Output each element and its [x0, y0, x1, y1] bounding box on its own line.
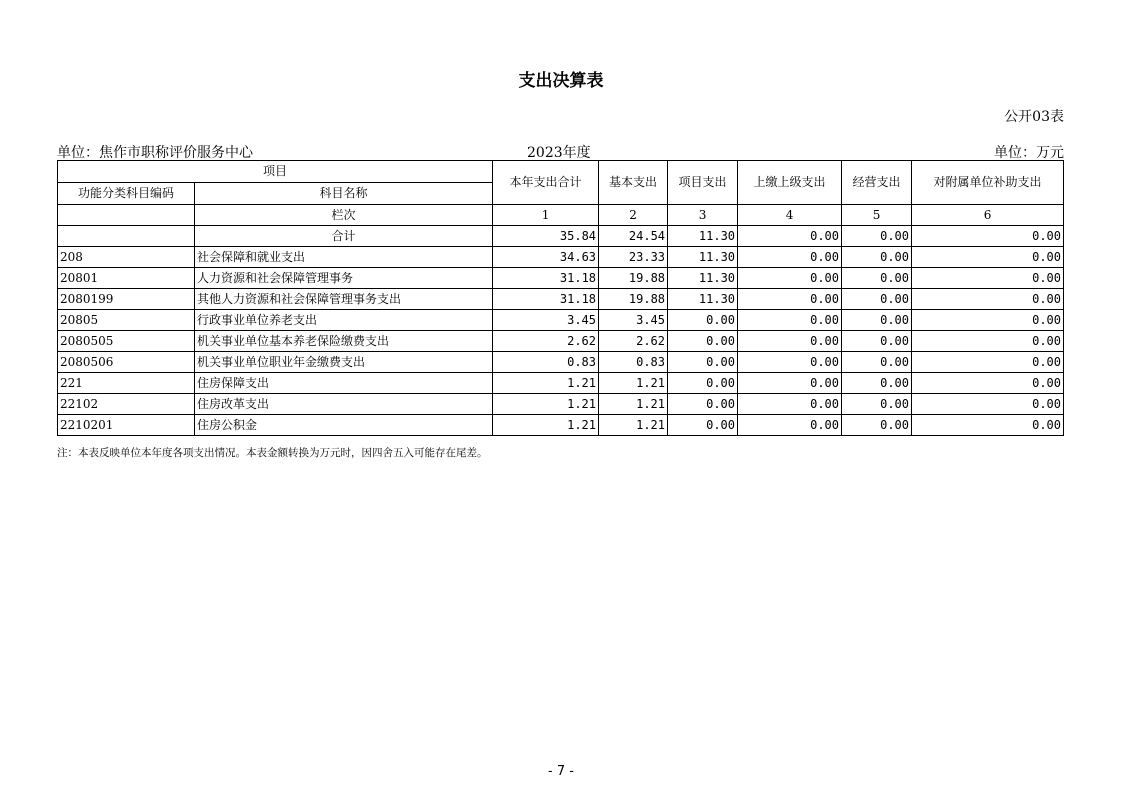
- header-business: 经营支出: [842, 161, 912, 205]
- subject-code: 2080505: [58, 331, 195, 352]
- amount-cell: 0.00: [738, 373, 842, 394]
- header-total: 本年支出合计: [493, 161, 599, 205]
- amount-cell: 0.00: [842, 268, 912, 289]
- amount-cell: 1.21: [493, 373, 599, 394]
- table-row: [58, 247, 1064, 268]
- column-number: 2: [599, 205, 668, 226]
- column-number-row: [58, 205, 1064, 226]
- column-number: 1: [493, 205, 599, 226]
- total-blank: [58, 226, 195, 247]
- unit-name: 单位：焦作市职称评价服务中心: [57, 145, 253, 161]
- amount-cell: 23.33: [599, 247, 668, 268]
- column-number: 4: [738, 205, 842, 226]
- amount-cell: 0.00: [738, 268, 842, 289]
- subject-code: 20801: [58, 268, 195, 289]
- amount-cell: 11.30: [668, 268, 738, 289]
- currency-unit: 单位：万元: [994, 145, 1064, 161]
- amount-cell: 2.62: [493, 331, 599, 352]
- table-row: [58, 394, 1064, 415]
- table-row: [58, 310, 1064, 331]
- table-row: [58, 373, 1064, 394]
- header-row-1: [58, 161, 1064, 183]
- amount-cell: 31.18: [493, 289, 599, 310]
- amount-cell: 31.18: [493, 268, 599, 289]
- amount-cell: 0.00: [912, 394, 1064, 415]
- header-subsidy: 对附属单位补助支出: [912, 161, 1064, 205]
- amount-cell: 19.88: [599, 268, 668, 289]
- amount-cell: 0.00: [842, 247, 912, 268]
- subject-code: 20805: [58, 310, 195, 331]
- amount-cell: 0.00: [668, 415, 738, 436]
- subject-code: 2080199: [58, 289, 195, 310]
- header-project-expense: 项目支出: [668, 161, 738, 205]
- table-row: [58, 331, 1064, 352]
- table-row: [58, 415, 1064, 436]
- column-number: 6: [912, 205, 1064, 226]
- amount-cell: 0.00: [668, 373, 738, 394]
- subject-name: 行政事业单位养老支出: [195, 310, 493, 331]
- subject-name: 住房改革支出: [195, 394, 493, 415]
- total-value: 11.30: [668, 226, 738, 247]
- amount-cell: 34.63: [493, 247, 599, 268]
- header-basic: 基本支出: [599, 161, 668, 205]
- subject-name: 社会保障和就业支出: [195, 247, 493, 268]
- amount-cell: 0.00: [738, 331, 842, 352]
- form-number: 公开03表: [1004, 109, 1064, 125]
- header-code: 功能分类科目编码: [58, 183, 195, 205]
- amount-cell: 0.00: [912, 331, 1064, 352]
- column-number: 3: [668, 205, 738, 226]
- column-number-blank: [58, 205, 195, 226]
- subject-code: 2210201: [58, 415, 195, 436]
- total-value: 0.00: [738, 226, 842, 247]
- footnote: 注：本表反映单位本年度各项支出情况。本表金额转换为万元时，因四舍五入可能存在尾差。: [57, 447, 488, 459]
- amount-cell: 0.00: [738, 247, 842, 268]
- header-project: 项目: [58, 161, 493, 183]
- amount-cell: 0.00: [842, 289, 912, 310]
- amount-cell: 1.21: [599, 415, 668, 436]
- total-value: 35.84: [493, 226, 599, 247]
- amount-cell: 0.00: [912, 268, 1064, 289]
- total-value: 0.00: [912, 226, 1064, 247]
- amount-cell: 0.00: [912, 289, 1064, 310]
- subject-code: 22102: [58, 394, 195, 415]
- amount-cell: 0.00: [738, 415, 842, 436]
- amount-cell: 0.00: [842, 394, 912, 415]
- amount-cell: 0.00: [842, 415, 912, 436]
- page-number: - 7 -: [548, 764, 574, 779]
- amount-cell: 0.00: [842, 352, 912, 373]
- amount-cell: 11.30: [668, 247, 738, 268]
- amount-cell: 0.00: [668, 394, 738, 415]
- subject-name: 人力资源和社会保障管理事务: [195, 268, 493, 289]
- amount-cell: 0.00: [668, 352, 738, 373]
- table-row: [58, 289, 1064, 310]
- total-row: [58, 226, 1064, 247]
- amount-cell: 1.21: [599, 394, 668, 415]
- subject-name: 机关事业单位职业年金缴费支出: [195, 352, 493, 373]
- amount-cell: 0.00: [668, 310, 738, 331]
- amount-cell: 3.45: [493, 310, 599, 331]
- amount-cell: 0.00: [738, 310, 842, 331]
- amount-cell: 19.88: [599, 289, 668, 310]
- header-subject-name: 科目名称: [195, 183, 493, 205]
- amount-cell: 1.21: [493, 394, 599, 415]
- amount-cell: 0.00: [842, 373, 912, 394]
- amount-cell: 0.00: [738, 394, 842, 415]
- amount-cell: 0.00: [842, 310, 912, 331]
- amount-cell: 0.00: [912, 373, 1064, 394]
- subject-name: 住房保障支出: [195, 373, 493, 394]
- amount-cell: 0.83: [599, 352, 668, 373]
- amount-cell: 0.00: [842, 331, 912, 352]
- subject-name: 机关事业单位基本养老保险缴费支出: [195, 331, 493, 352]
- header-upper-level: 上缴上级支出: [738, 161, 842, 205]
- page-title: 支出决算表: [518, 71, 604, 91]
- subject-code: 2080506: [58, 352, 195, 373]
- amount-cell: 2.62: [599, 331, 668, 352]
- amount-cell: 1.21: [599, 373, 668, 394]
- fiscal-year: 2023年度: [527, 145, 591, 161]
- column-number: 5: [842, 205, 912, 226]
- amount-cell: 0.83: [493, 352, 599, 373]
- amount-cell: 0.00: [912, 415, 1064, 436]
- subject-name: 其他人力资源和社会保障管理事务支出: [195, 289, 493, 310]
- amount-cell: 0.00: [668, 331, 738, 352]
- amount-cell: 0.00: [912, 247, 1064, 268]
- column-number-label: 栏次: [195, 205, 493, 226]
- amount-cell: 0.00: [912, 352, 1064, 373]
- subject-name: 住房公积金: [195, 415, 493, 436]
- amount-cell: 0.00: [738, 352, 842, 373]
- total-label: 合计: [195, 226, 493, 247]
- total-value: 0.00: [842, 226, 912, 247]
- table-row: [58, 268, 1064, 289]
- amount-cell: 11.30: [668, 289, 738, 310]
- subject-code: 221: [58, 373, 195, 394]
- amount-cell: 3.45: [599, 310, 668, 331]
- subject-code: 208: [58, 247, 195, 268]
- amount-cell: 0.00: [738, 289, 842, 310]
- expenditure-table: [57, 160, 1064, 436]
- amount-cell: 1.21: [493, 415, 599, 436]
- amount-cell: 0.00: [912, 310, 1064, 331]
- total-value: 24.54: [599, 226, 668, 247]
- table-row: [58, 352, 1064, 373]
